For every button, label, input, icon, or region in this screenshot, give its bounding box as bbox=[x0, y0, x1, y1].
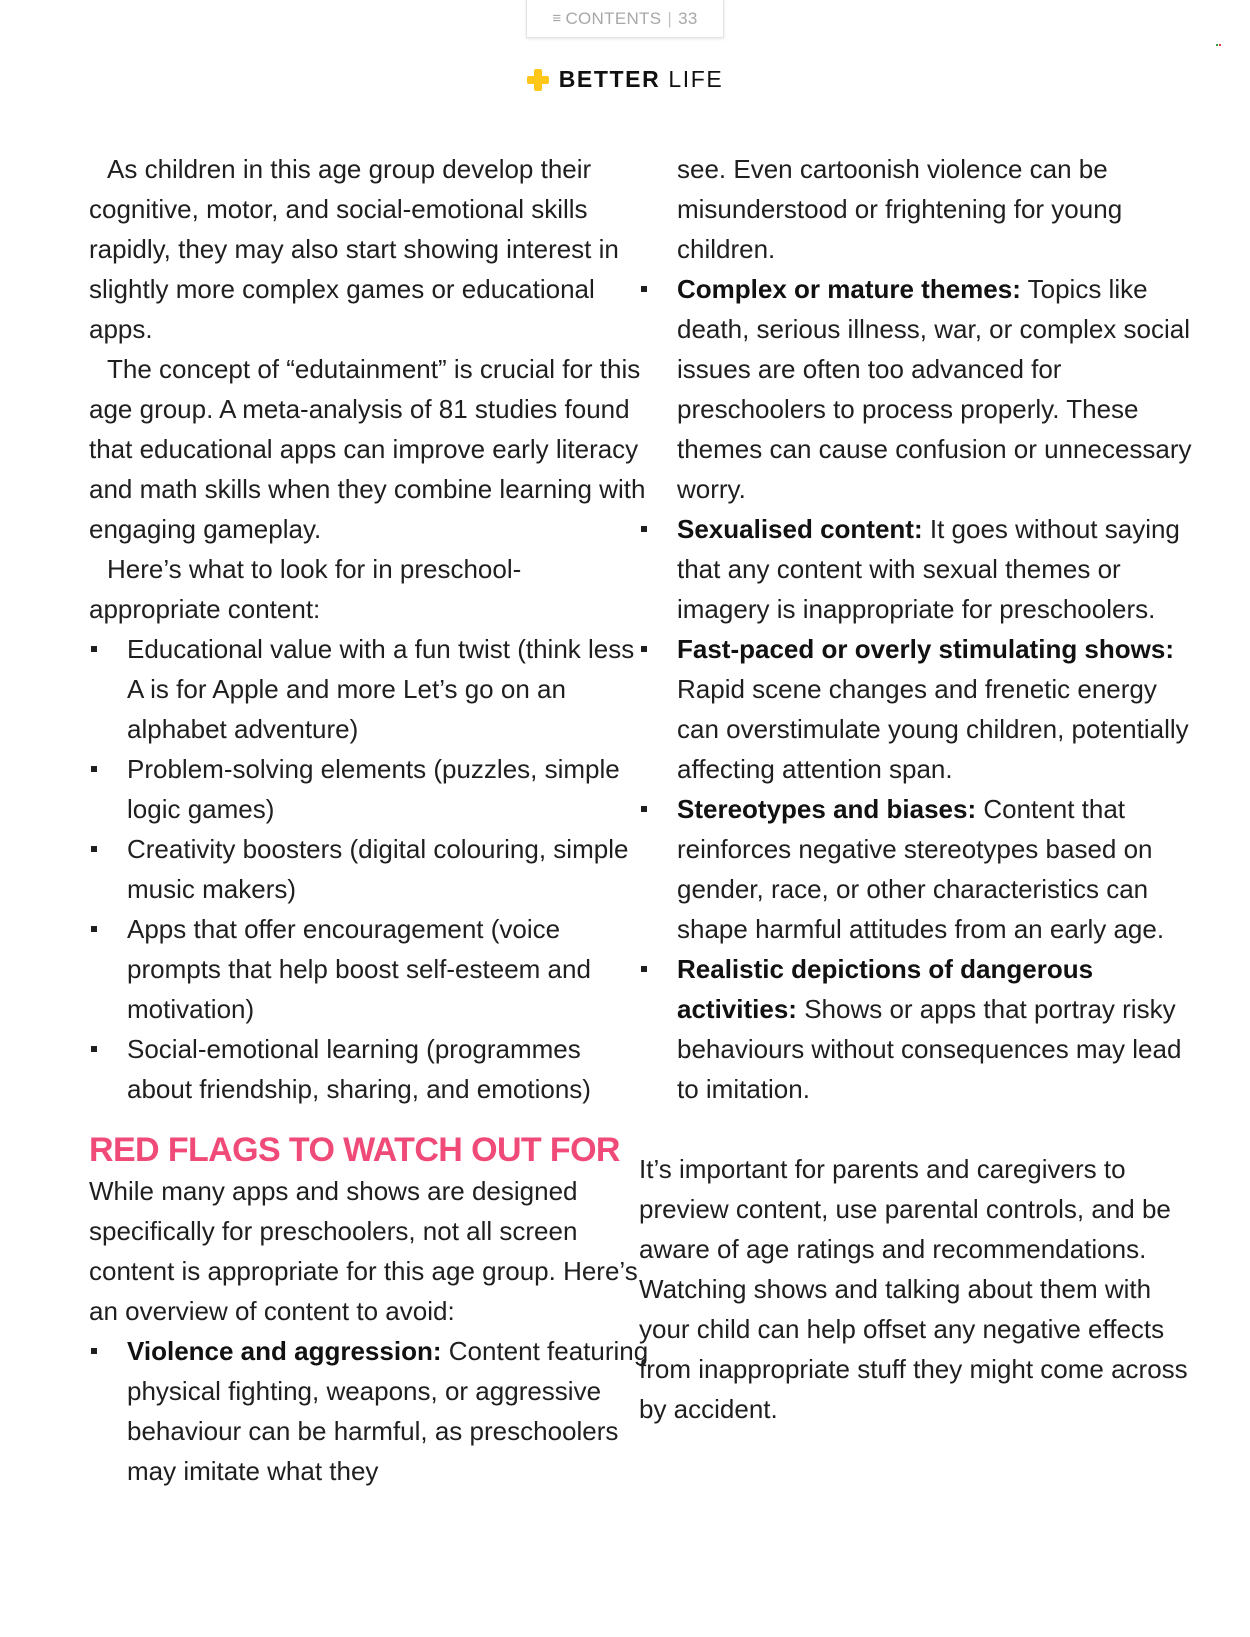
item-text: It goes without saying that any content with sexual themes or imagery is inappropriate for preschoolers. bbox=[677, 514, 1180, 624]
continuation-text: see. Even cartoonish violence can be misunderstood or frightening for young children. bbox=[677, 154, 1123, 264]
contents-label: CONTENTS bbox=[565, 8, 662, 28]
item-text: Content featuring physical fighting, weapons, or aggressive behaviour can be harmful, as preschoolers may imitate what they bbox=[127, 1336, 649, 1486]
item-text: Topics like death, serious illness, war, or complex social issues are often too advanced for preschoolers to process properly. These themes can cause confusion or unnecessary worry. bbox=[677, 274, 1192, 504]
list-item bbox=[639, 629, 1199, 789]
section-header bbox=[0, 66, 1250, 93]
plus-icon bbox=[527, 69, 549, 91]
look-for-list bbox=[89, 629, 649, 1109]
item-term: Violence and aggression: bbox=[127, 1336, 442, 1366]
list-item bbox=[639, 509, 1199, 629]
red-flags-intro: While many apps and shows are designed specifically for preschoolers, not all screen content is appropriate for this age group. Here’s an overview of content to avoid: bbox=[89, 1176, 638, 1326]
item-term: Fast-paced or overly stimulating shows: bbox=[677, 634, 1174, 664]
item-text: Shows or apps that portray risky behaviours without consequences may lead to imitation. bbox=[677, 994, 1182, 1104]
list-item bbox=[639, 789, 1199, 949]
section-title-light: LIFE bbox=[668, 66, 724, 92]
closing-paragraph: It’s important for parents and caregivers to preview content, use parental controls, and be aware of age ratings and recommendations. Watching shows and talking about them with your child can help offset any negative effects from inappropriate stuff they might come across by accident. bbox=[639, 1154, 1188, 1424]
list-item bbox=[639, 269, 1199, 509]
avoid-list-start bbox=[89, 1331, 649, 1491]
contents-button[interactable] bbox=[526, 0, 724, 38]
corner-mark-icon bbox=[1216, 33, 1222, 38]
item-term: Sexualised content: bbox=[677, 514, 923, 544]
item-term: Stereotypes and biases: bbox=[677, 794, 977, 824]
item-text: Content that reinforces negative stereotypes based on gender, race, or other characteristics can shape harmful attitudes from an early age. bbox=[677, 794, 1165, 944]
list-item: Creativity boosters (digital colouring, simple music makers) bbox=[89, 829, 649, 909]
item-term: Complex or mature themes: bbox=[677, 274, 1021, 304]
list-item bbox=[89, 1331, 649, 1491]
item-text: Rapid scene changes and frenetic energy can overstimulate young children, potentially affecting attention span. bbox=[677, 674, 1189, 784]
menu-icon: ≡ bbox=[552, 10, 562, 27]
red-flags-heading: RED FLAGS TO WATCH OUT FOR bbox=[89, 1131, 620, 1169]
page-number: 33 bbox=[678, 8, 698, 28]
section-title-bold: BETTER bbox=[558, 66, 661, 92]
divider: | bbox=[667, 8, 673, 28]
list-item: Educational value with a fun twist (think less A is for Apple and more Let’s go on an alphabet adventure) bbox=[89, 629, 649, 749]
right-column bbox=[639, 149, 1199, 1429]
list-item: Social-emotional learning (programmes about friendship, sharing, and emotions) bbox=[89, 1029, 649, 1109]
list-item bbox=[639, 949, 1199, 1109]
avoid-list bbox=[639, 269, 1199, 1109]
left-column bbox=[89, 149, 649, 1491]
list-item: Apps that offer encouragement (voice prompts that help boost self-esteem and motivation) bbox=[89, 909, 649, 1029]
edutainment-paragraph: The concept of “edutainment” is crucial for this age group. A meta-analysis of 81 studies found that educational apps can improve early literacy and math skills when they combine learning with engaging gameplay. bbox=[89, 354, 646, 544]
list-item: Problem-solving elements (puzzles, simple logic games) bbox=[89, 749, 649, 829]
look-for-paragraph: Here’s what to look for in preschool-appropriate content: bbox=[89, 554, 522, 624]
item-term: Realistic depictions of dangerous activities: bbox=[677, 954, 1094, 1024]
intro-paragraph: As children in this age group develop their cognitive, motor, and social-emotional skills rapidly, they may also start showing interest in slightly more complex games or educational apps. bbox=[89, 154, 619, 344]
